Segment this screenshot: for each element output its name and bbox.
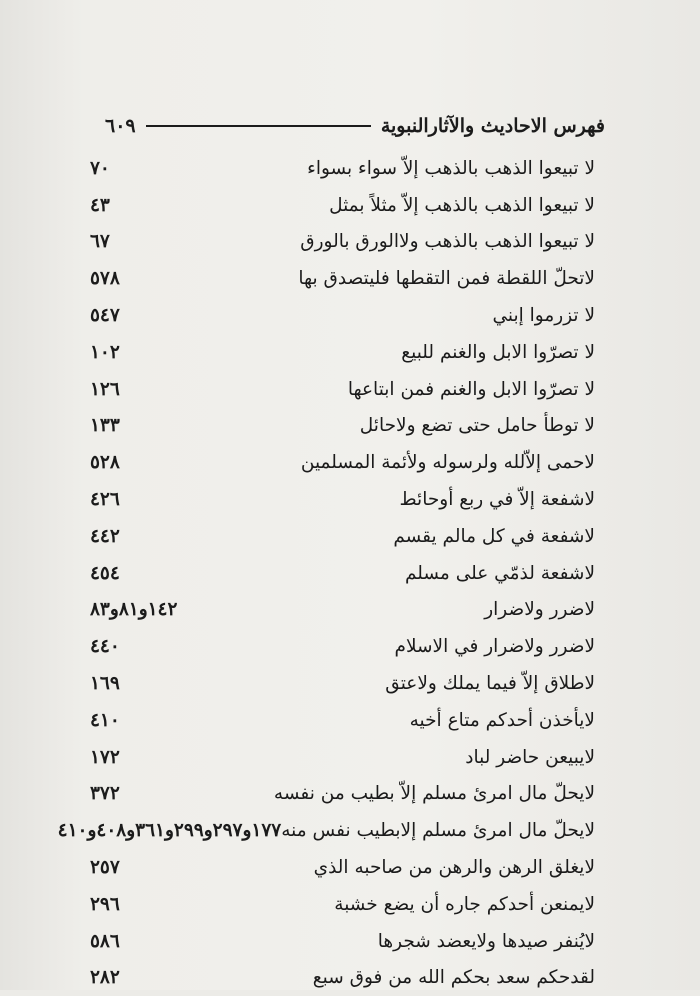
- index-entry: [90, 150, 595, 187]
- entry-text: لا تزرموا إبني: [492, 305, 595, 327]
- entry-text: لا تبيعوا الذهب بالذهب إلاّ مثلاً بمثل: [329, 194, 595, 216]
- index-entry: [90, 665, 595, 702]
- entry-text: لا توطأ حامل حتى تضع ولاحائل: [359, 415, 595, 437]
- index-entry: [90, 334, 595, 371]
- page-number: ٦٠٩: [105, 115, 136, 137]
- entry-pages: ١٧٢: [90, 746, 120, 768]
- entry-text: لا تبيعوا الذهب بالذهب ولاالورق بالورق: [300, 231, 595, 253]
- entry-pages: ٦٧: [90, 231, 110, 253]
- index-entry: [57, 812, 595, 849]
- entry-pages: ٥٤٧: [90, 305, 120, 327]
- entry-text: لايغلق الرهن والرهن من صاحبه الذي: [313, 857, 595, 879]
- index-entry: [90, 297, 595, 334]
- entry-text: لاتحلّ اللقطة فمن التقطها فليتصدق بها: [298, 268, 595, 290]
- entry-pages: ٢٨٢: [90, 967, 120, 989]
- index-entry: [90, 923, 595, 960]
- index-entry: [90, 371, 595, 408]
- entry-text: لا تصرّوا الابل والغنم فمن ابتاعها: [347, 378, 595, 400]
- entry-pages: ٢٩٦: [90, 893, 120, 915]
- page-header: [105, 108, 605, 144]
- index-entry: [90, 444, 595, 481]
- index-entry: [90, 260, 595, 297]
- entry-pages: ١٧٧و٢٩٧و٢٩٩و٣٦١و٤٠٨و٤١٠: [57, 820, 282, 842]
- index-entry: [90, 849, 595, 886]
- header-rule: [146, 125, 371, 127]
- entry-text: لايبيعن حاضر لباد: [465, 746, 595, 768]
- entry-pages: ١٠٢: [90, 341, 120, 363]
- entry-text: لقدحكم سعد بحكم الله من فوق سبع: [312, 967, 595, 989]
- entry-text: لايحلّ مال امرئ مسلم إلابطيب نفس منه: [281, 820, 595, 842]
- index-entry: [90, 518, 595, 555]
- entry-pages: ٤١٠: [90, 709, 120, 731]
- entry-text: لاضرر ولاضرار في الاسلام: [394, 636, 595, 658]
- entry-pages: ٤٥٤: [90, 562, 120, 584]
- entry-pages: ٥٧٨: [90, 268, 120, 290]
- entry-text: لاضرر ولاضرار: [484, 599, 595, 621]
- entry-pages: ٣٧٢: [90, 783, 120, 805]
- entry-text: لاطلاق إلاّ فيما يملك ولاعتق: [385, 673, 595, 695]
- index-entry: [90, 592, 595, 629]
- entry-pages: ١٤٢و٨١و٨٣: [90, 599, 178, 621]
- index-list: [57, 150, 595, 996]
- index-entry: [90, 481, 595, 518]
- header-title: فهرس الاحاديث والآثارالنبوية: [380, 115, 605, 137]
- index-entry: [90, 224, 595, 261]
- entry-text: لايُنفر صيدها ولايعضد شجرها: [377, 930, 595, 952]
- entry-text: لاشفعة إلاّ في ربع أوحائط: [399, 489, 595, 511]
- entry-text: لايحلّ مال امرئ مسلم إلاّ بطيب من نفسه: [273, 783, 595, 805]
- entry-text: لايأخذن أحدكم متاع أخيه: [409, 709, 595, 731]
- index-entry: [90, 187, 595, 224]
- index-entry: [90, 739, 595, 776]
- index-entry: [90, 702, 595, 739]
- entry-pages: ١٢٦: [90, 378, 120, 400]
- entry-text: لاشفعة في كل مالم يقسم: [393, 525, 595, 547]
- entry-text: لا تبيعوا الذهب بالذهب إلاّ سواء بسواء: [307, 157, 595, 179]
- index-entry: [90, 555, 595, 592]
- entry-pages: ٤٤٢: [90, 525, 120, 547]
- entry-text: لايمنعن أحدكم جاره أن يضع خشبة: [334, 893, 595, 915]
- entry-pages: ٢٥٧: [90, 857, 120, 879]
- index-entry: [90, 886, 595, 923]
- index-entry: [90, 628, 595, 665]
- entry-pages: ٤٤٠: [90, 636, 120, 658]
- entry-pages: ١٦٩: [90, 673, 120, 695]
- entry-pages: ٤٣: [90, 194, 110, 216]
- entry-pages: ٤٢٦: [90, 489, 120, 511]
- entry-pages: ٥٨٦: [90, 930, 120, 952]
- entry-text: لاحمى إلاّلله ولرسوله ولأئمة المسلمين: [300, 452, 595, 474]
- entry-text: لاشفعة لذمّي على مسلم: [404, 562, 595, 584]
- entry-pages: ١٣٣: [90, 415, 120, 437]
- entry-pages: ٧٠: [90, 157, 110, 179]
- entry-text: لا تصرّوا الابل والغنم للبيع: [401, 341, 595, 363]
- index-entry: [90, 960, 595, 996]
- index-entry: [90, 776, 595, 813]
- entry-pages: ٥٢٨: [90, 452, 120, 474]
- index-entry: [90, 408, 595, 445]
